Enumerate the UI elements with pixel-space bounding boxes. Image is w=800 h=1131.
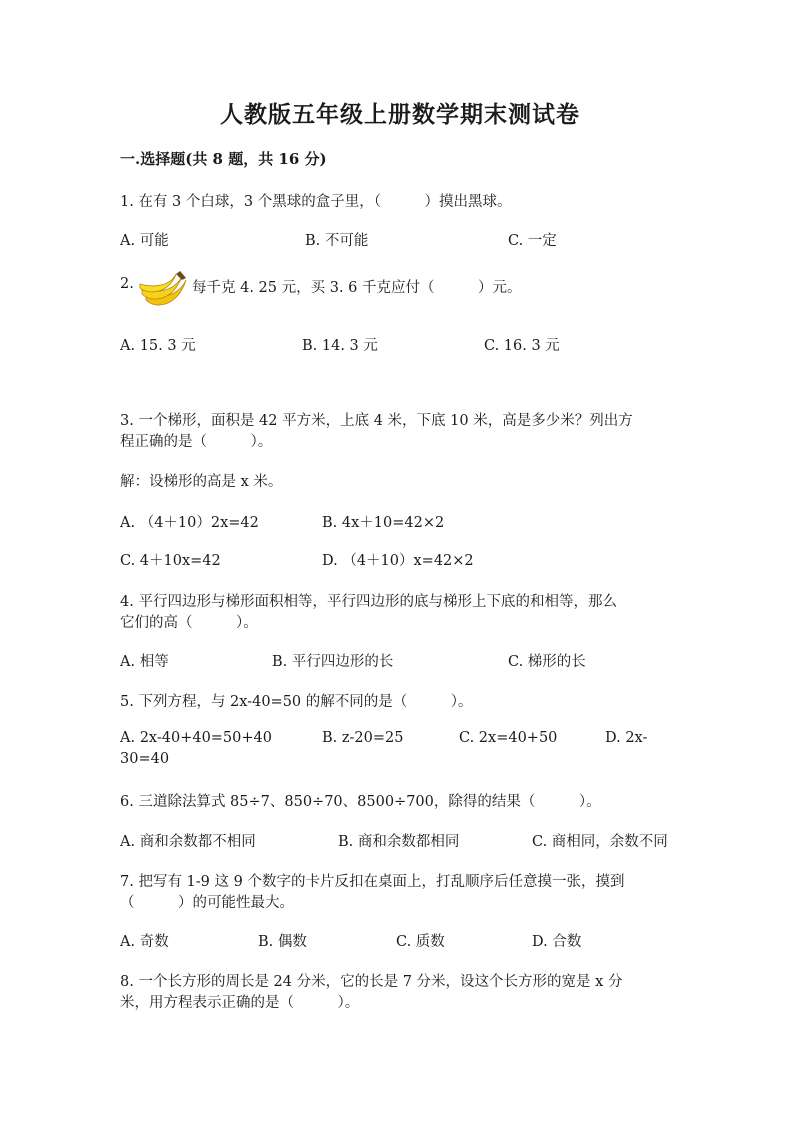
question-7-option-d: D. 合数 [532, 934, 582, 950]
question-7-stem-line-1: 7. 把写有 1-9 这 9 个数字的卡片反扣在桌面上，打乱顺序后任意摸一张，摸到 [120, 874, 625, 890]
question-3-stem-line-1: 3. 一个梯形，面积是 42 平方米，上底 4 米，下底 10 米，高是多少米？列出方 [120, 413, 633, 429]
question-2-option-b: B. 14. 3 元 [302, 338, 378, 354]
question-5-option-a: A. 2x-40+40=50+40 [120, 730, 272, 746]
question-2-number: 2. [120, 276, 134, 292]
question-3-option-b: B. 4x＋10=42×2 [322, 515, 445, 531]
question-7-option-c: C. 质数 [396, 934, 445, 950]
question-5-stem: 5. 下列方程，与 2x-40=50 的解不同的是（ ）。 [120, 694, 473, 710]
question-3-option-c: C. 4＋10x=42 [120, 553, 221, 569]
question-6-option-c: C. 商相同，余数不同 [532, 834, 668, 850]
question-4-stem-line-1: 4. 平行四边形与梯形面积相等，平行四边形的底与梯形上下底的和相等，那么 [120, 594, 617, 610]
question-4-stem-line-2: 它们的高（ ）。 [120, 615, 258, 631]
question-3-hint: 解：设梯形的高是 x 米。 [120, 474, 283, 490]
question-5-option-d: D. 2x- [605, 730, 648, 746]
question-3-option-d: D. （4＋10）x=42×2 [322, 553, 474, 569]
question-7-stem-line-2: （ ）的可能性最大。 [120, 895, 294, 911]
page-title: 人教版五年级上册数学期末测试卷 [220, 101, 580, 128]
question-1-stem: 1. 在有 3 个白球，3 个黑球的盒子里，（ ）摸出黑球。 [120, 194, 512, 210]
banana-image [136, 270, 188, 310]
question-2-stem: 每千克 4. 25 元，买 3. 6 千克应付（ ）元。 [192, 280, 522, 296]
question-5-option-c: C. 2x=40+50 [459, 730, 558, 746]
question-4-option-a: A. 相等 [120, 654, 169, 670]
question-8-stem-line-2: 米，用方程表示正确的是（ ）。 [120, 995, 360, 1011]
question-4-option-b: B. 平行四边形的长 [272, 654, 394, 670]
section-heading: 一.选择题(共 8 题，共 16 分) [120, 150, 327, 168]
question-7-option-a: A. 奇数 [120, 934, 169, 950]
question-3-option-a: A. （4＋10）2x=42 [120, 515, 259, 531]
question-6-stem: 6. 三道除法算式 85÷7、850÷70、8500÷700，除得的结果（ ）。 [120, 794, 601, 810]
question-6-option-a: A. 商和余数都不相同 [120, 834, 256, 850]
question-8-stem-line-1: 8. 一个长方形的周长是 24 分米，它的长是 7 分米，设这个长方形的宽是 x 分 [120, 974, 623, 990]
question-1-option-a: A. 可能 [120, 233, 169, 249]
question-1-option-c: C. 一定 [508, 233, 557, 249]
question-4-option-c: C. 梯形的长 [508, 654, 586, 670]
question-7-option-b: B. 偶数 [258, 934, 307, 950]
question-6-option-b: B. 商和余数都相同 [338, 834, 460, 850]
question-5-option-b: B. z-20=25 [322, 730, 404, 746]
question-5-option-d-continued: 30=40 [120, 751, 170, 767]
question-3-stem-line-2: 程正确的是（ ）。 [120, 434, 273, 450]
question-1-option-b: B. 不可能 [305, 233, 369, 249]
question-2-option-a: A. 15. 3 元 [120, 338, 196, 354]
question-2-option-c: C. 16. 3 元 [484, 338, 560, 354]
